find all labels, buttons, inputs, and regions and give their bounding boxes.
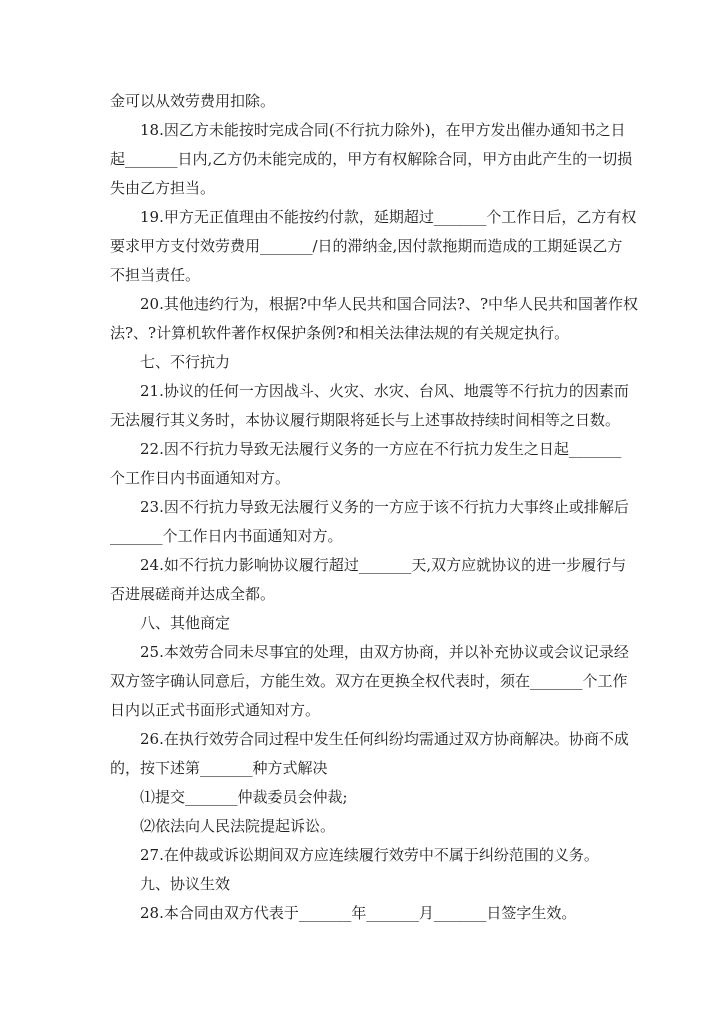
clause-25-line-1: 25.本效劳合同未尽事宜的处理，由双方协商，并以补充协议或会议记录经 <box>140 643 629 661</box>
clause-21-line-2: 无法履行其义务时，本协议履行期限将延长与上述事故持续时间相等之日数。 <box>110 411 621 429</box>
clause-25-line-2: 双方签字确认同意后，方能生效。双方在更换全权代表时，须在_______个工作 <box>110 672 628 690</box>
text-line: 金可以从效劳费用扣除。 <box>110 92 276 110</box>
clause-26-option-2: ⑵依法向人民法院提起诉讼。 <box>140 817 336 835</box>
clause-26-line-2: 的，按下述第_______种方式解决 <box>110 759 328 777</box>
clause-20-line-1: 20.其他违约行为，根据?中华人民共和国合同法?、?中华人民共和国著作权 <box>140 295 638 313</box>
section-heading-7: 七、不行抗力 <box>140 353 231 371</box>
clause-23-line-1: 23.因不行抗力导致无法履行义务的一方应于该不行抗力大事终止或排解后 <box>140 498 629 516</box>
clause-22-line-2: 个工作日内书面通知对方。 <box>110 469 291 487</box>
clause-22-line-1: 22.因不行抗力导致无法履行义务的一方应在不行抗力发生之日起_______ <box>140 440 622 458</box>
clause-21-line-1: 21.协议的任何一方因战斗、火灾、水灾、台风、地震等不行抗力的因素而 <box>140 382 629 400</box>
clause-23-line-2: _______个工作日内书面通知对方。 <box>110 527 343 545</box>
clause-18-line-2: 起_______日内,乙方仍未能完成的，甲方有权解除合同，甲方由此产生的一切损 <box>110 150 633 168</box>
clause-26-option-1: ⑴提交_______仲裁委员会仲裁; <box>140 788 348 806</box>
clause-25-line-3: 日内以正式书面形式通知对方。 <box>110 701 321 719</box>
clause-20-line-2: 法?、?计算机软件著作权保护条例?和相关法律法规的有关规定执行。 <box>110 324 570 342</box>
clause-19-line-3: 不担当责任。 <box>110 266 201 284</box>
clause-24-line-2: 否进展磋商并达成全都。 <box>110 585 276 603</box>
clause-19-line-1: 19.甲方无正值理由不能按约付款，延期超过_______个工作日后，乙方有权 <box>140 208 637 226</box>
clause-18-line-1: 18.因乙方未能按时完成合同(不行抗力除外)，在甲方发出催办通知书之日 <box>140 121 626 139</box>
clause-26-line-1: 26.在执行效劳合同过程中发生任何纠纷均需通过双方协商解决。协商不成 <box>140 730 629 748</box>
clause-19-line-2: 要求甲方支付效劳费用_______/日的滞纳金,因付款拖期而造成的工期延误乙方 <box>110 237 623 255</box>
clause-27-line-1: 27.在仲裁或诉讼期间双方应连续履行效劳中不属于纠纷范围的义务。 <box>140 846 599 864</box>
clause-28-line-1: 28.本合同由双方代表于_______年_______月_______日签字生效。 <box>140 904 577 922</box>
section-heading-9: 九、协议生效 <box>140 875 231 893</box>
clause-24-line-1: 24.如不行抗力影响协议履行超过_______天,双方应就协议的进一步履行与 <box>140 556 627 574</box>
section-heading-8: 八、其他商定 <box>140 614 231 632</box>
clause-18-line-3: 失由乙方担当。 <box>110 179 216 197</box>
